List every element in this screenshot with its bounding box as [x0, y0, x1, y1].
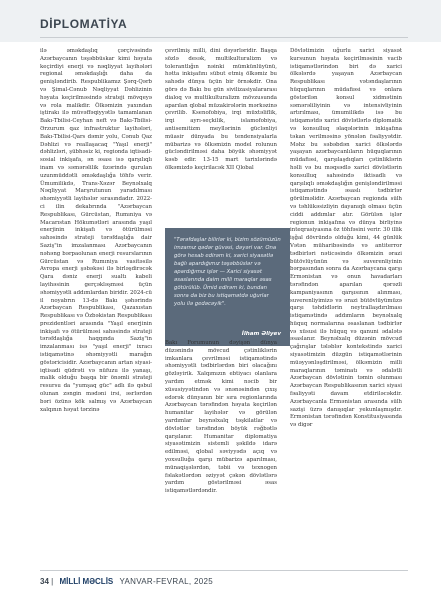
pull-quote-text: "Tərəfdaşlar bilirlər ki, bizim sözümüzün imzamız qədər güvəsi, dəyəri var. Ona görə hesab edirəm ki, xarici siyasətlə bağlı apardığımız təşəbbüslər və apardığımız işlər — Xarici siyasət əsaslarında daim milli maraqlar əsas götürülüb. Ümid edirəm ki, bundan sonra da biz bu istiqamətdə uğurlar yolu ilə gedəcəyik". [174, 237, 281, 307]
column-2-bottom-text: Bakı Forumunun dəyişən dünya düzənində mövcud çətinliklərin imkanlara çevrilməsi istiqamətində əhəmiyyətli tədbirlərdən biri olacağını gözləyirik. Xalqımızın ebtiyacı olanlara yardım etmək kimi nəcib bir xüsusiyyətindən və ənənəsindən çıxış edərək dünyanın bir sıra regionlarında Azərbaycan tərəfindən həyata keçirilən humanitar layihələr və görülən yardımlar beynəlxalq təşkilatlar və dövlətlər tərəfindən böyük rəğbətlə qarşılanır. Humanitar diplomatiya siyasətimizin sistemli şəkildə idarə edilməsi, qlobal səviyyədə açıq və yoxsulluğa qarşı mübarizə aparılması, münaqişələrdən, təbii və texnogen fəlakətlərdən əziyyət çəkən dövlətlərə yardım göstərilməsi əsas istiqamətlərdəndir. [165, 340, 277, 495]
footer-separator: | [51, 577, 56, 586]
article-column-3 [290, 48, 402, 430]
article-column-1 [40, 48, 152, 414]
page-footer [40, 577, 213, 586]
section-title: DİPLOMATİYA [40, 17, 128, 31]
header-divider [40, 37, 408, 38]
article-column-2-bottom [165, 340, 277, 496]
pull-quote-author: İlham Əliyev [241, 331, 281, 337]
column-2-top-text: çevrilmiş milli, dini dəyərləridir. Başqa sözlə desək, multikulturalizm və tolerantlığın nəinki mümkünlüyünü, hətta inkişafını sübut etmiş ölkəmiz bu sahədə dünya üçün bir örnəkdir. Ona görə də Bakı bu gün sivilizasiyalararası dialoq və multikulturalizm mövzusunda aparılan qlobal müzakirələrin mərkəzinə çevrilib. Ksenofobiya, irqi müxtəliflik, irqi ayrı-seçkilik, islamofobiya, antisemitizm meyllərinin güclənliyi müasir dünyada bu tendensiyalarla mübarizə və ölkəmizin model rolunun gücləndirilməsi daha böyük əhəmiyyət kəsb edir. 13-15 mart tarixlərində ölkəmizdə keçirilacək XII Qlobal [165, 48, 277, 171]
pull-quote [165, 228, 290, 346]
article-column-2-top [165, 48, 277, 173]
footer-divider [40, 570, 408, 571]
magazine-name: MİLLİ MƏCLİS [59, 577, 114, 586]
issue-date: YANVAR-FEVRAL, 2025 [119, 577, 213, 586]
column-1-text: ilə əməkdaşlıq çərçivəsində Azərbaycanın təşəbbüskar kimi həyata keçirdiyi enerji və nəqliyyat layihələri regional əməkdaşlığı daha da genişləndirib. Respublikamız Şərq-Qərb və Şimal-Cənub Nəqliyyat Dəhlizinin həyata keçirilməsində strateji mövqeyə və rola malikdir. Ölkəmizin yaxından iştirakı ilə müvəffəqiyyətlə tamamlanan Bakı-Tbilisi-Ceyhan neft və Bakı-Tbilisi-Ərzurum qaz infrastruktur layihələri, Bakı-Tbilisi-Qars dəmir yolu, Cənub Qaz Dəhlizi və reallaşacaq "Yaşıl enerji" dəhlizləri, şübhəsiz ki, regionda iqtisadi-sosial inkişafa, ən əsası isə qarşılıqlı inam və səmərəlilik üzərində qurulan uzunmüddətli əməkdaşlığa töhfə verir. Ümumilikdə, Trans-Xəzər Beynəlxalq Nəqliyyat Marşrutunun yaradılması əhəmiyyətli layihələr sırasındadır. 2022-ci ilin dekabrında "Azərbaycan Respublikası, Gürcüstan, Rumıniya və Macarıstan Hökumətləri arasında yaşıl enerjinin inkişafı və ötürülməsi sahəsində strateji tərəfdaşlığa dair Saziş"in imzalanması Azərbaycanın nəhəng bərpaolunan enerji resurslarının Gürcüstan və Rumıniya vasitəsilə Avropa enerji şəbəkəsi ilə birləşdirəcək Qara dəniz enerji sualtı kabeli layihəsinin gerçəkləşməsi üçün əhəmiyyətli addımlardan biridir. 2024-cü il noyabrın 13-də Bakı şəhərində Azərbaycan Respublikası, Qazaxıstan Respublikası və Özbəkistan Respublikası prezidentləri arasında "Yaşıl enerjinin inkişafı və ötürülməsi sahəsində strateji tərəfdaşlığa haqqında Saziş"in imzalanması isə "yaşıl enerji" ixracı istiqamətinə əhəmiyyətli marağın göstəricisidir. Azərbaycanın artan siyasi-iqtisadi qüdrəti və nüfuzu ilə yanaşı, malik olduğu başqa bir önəmli strateji resursu da "yumşaq güc" adlı ilə qəbul olunan zəngin mədəni irsi, əsrlərdən bəri özünə kök salmış və Azərbaycan xalqının həyat tərzinə [40, 48, 152, 413]
page-number: 34 [40, 577, 49, 586]
column-3-text: Dövlətimizin uğurlu xarici siyasət kursunun həyata keçirilməsinin vacib istiqamətlərindən biri də xarici ölkələrdə yaşayan Azərbaycan Respublikası vətəndaşlarının hüquqlarının müdafiəsi və onlara göstərilən konsul xidmətinin səmərəliliyinin və intensivliyinin artırılması, ümumilikdə isə bu istiqamətdə xarici dövlətlərlə diplomatik və konsulluq əlaqələrinin inkişafına təkan verilməsinə yönələn fəaliyyətdir. Məhz bu səbəbdən xarici ölkələrdə yaşayan azərbaycanlıların hüquqlarının müdafiəsi, qarşılaşdıqları çətinliklərin həlli və bu məqsədlə xarici dövlətlərin konsulluq sahəsində iktisadlı və qarşılıqlı əməkdaşlığın genişləndirilməsi istiqamətində əsaslı tədbirlər görülməlidir. Azərbaycan regionda sülh və təhlükəsizliyin dayanıqlı olması üçün ciddi addımlar atır. Görülən işlər regionun inkişafına və dünya birliyinə inteqrasiyasına öz töhfəsini verir. 30 illik işğal dövründə olduğu kimi, 44 günlük Vətən müharibəsində və antiterror tədbirləri nəticəsində ölkəmizin ərazi bütövlüyünün və suverenliyinin bərpasından sonra da Azərbaycana qarşı Ermənistan və onun havadarları tərəfindən aparılan qərəzli kampaniyasının qarşısının alınması, suverenliyimizə və ərazi bütövlüyümüzə qarşı təhdidlərin neytrallaşdırılması istiqamətində addımların beynəlxalq hüquq normalarına əsaslanan tədbirlər və xüsusi ilə hüquq və qanuni ədalətə əsaslanır. Beynəlxalq düzənin mövcud çağırışlar tələblər kontekstində xarici siyasətimizin düzgün istiqamətlərinin müəyyənləşdirilməsi, ölkəmizin milli maraqlarının təminatı və ədalətli Azərbaycan dövlətinin təmin olunması Azərbaycan Respublikasının xarici siyasi fəaliyyəti davam etdiriləcəkdir. Azərbaycanla Ermənistan arasında sülh sazişi üzrə danışıqlar yekunlaşmışdır. Ermənistan tərəfindən Konstitusiyasında və digər [290, 48, 402, 429]
